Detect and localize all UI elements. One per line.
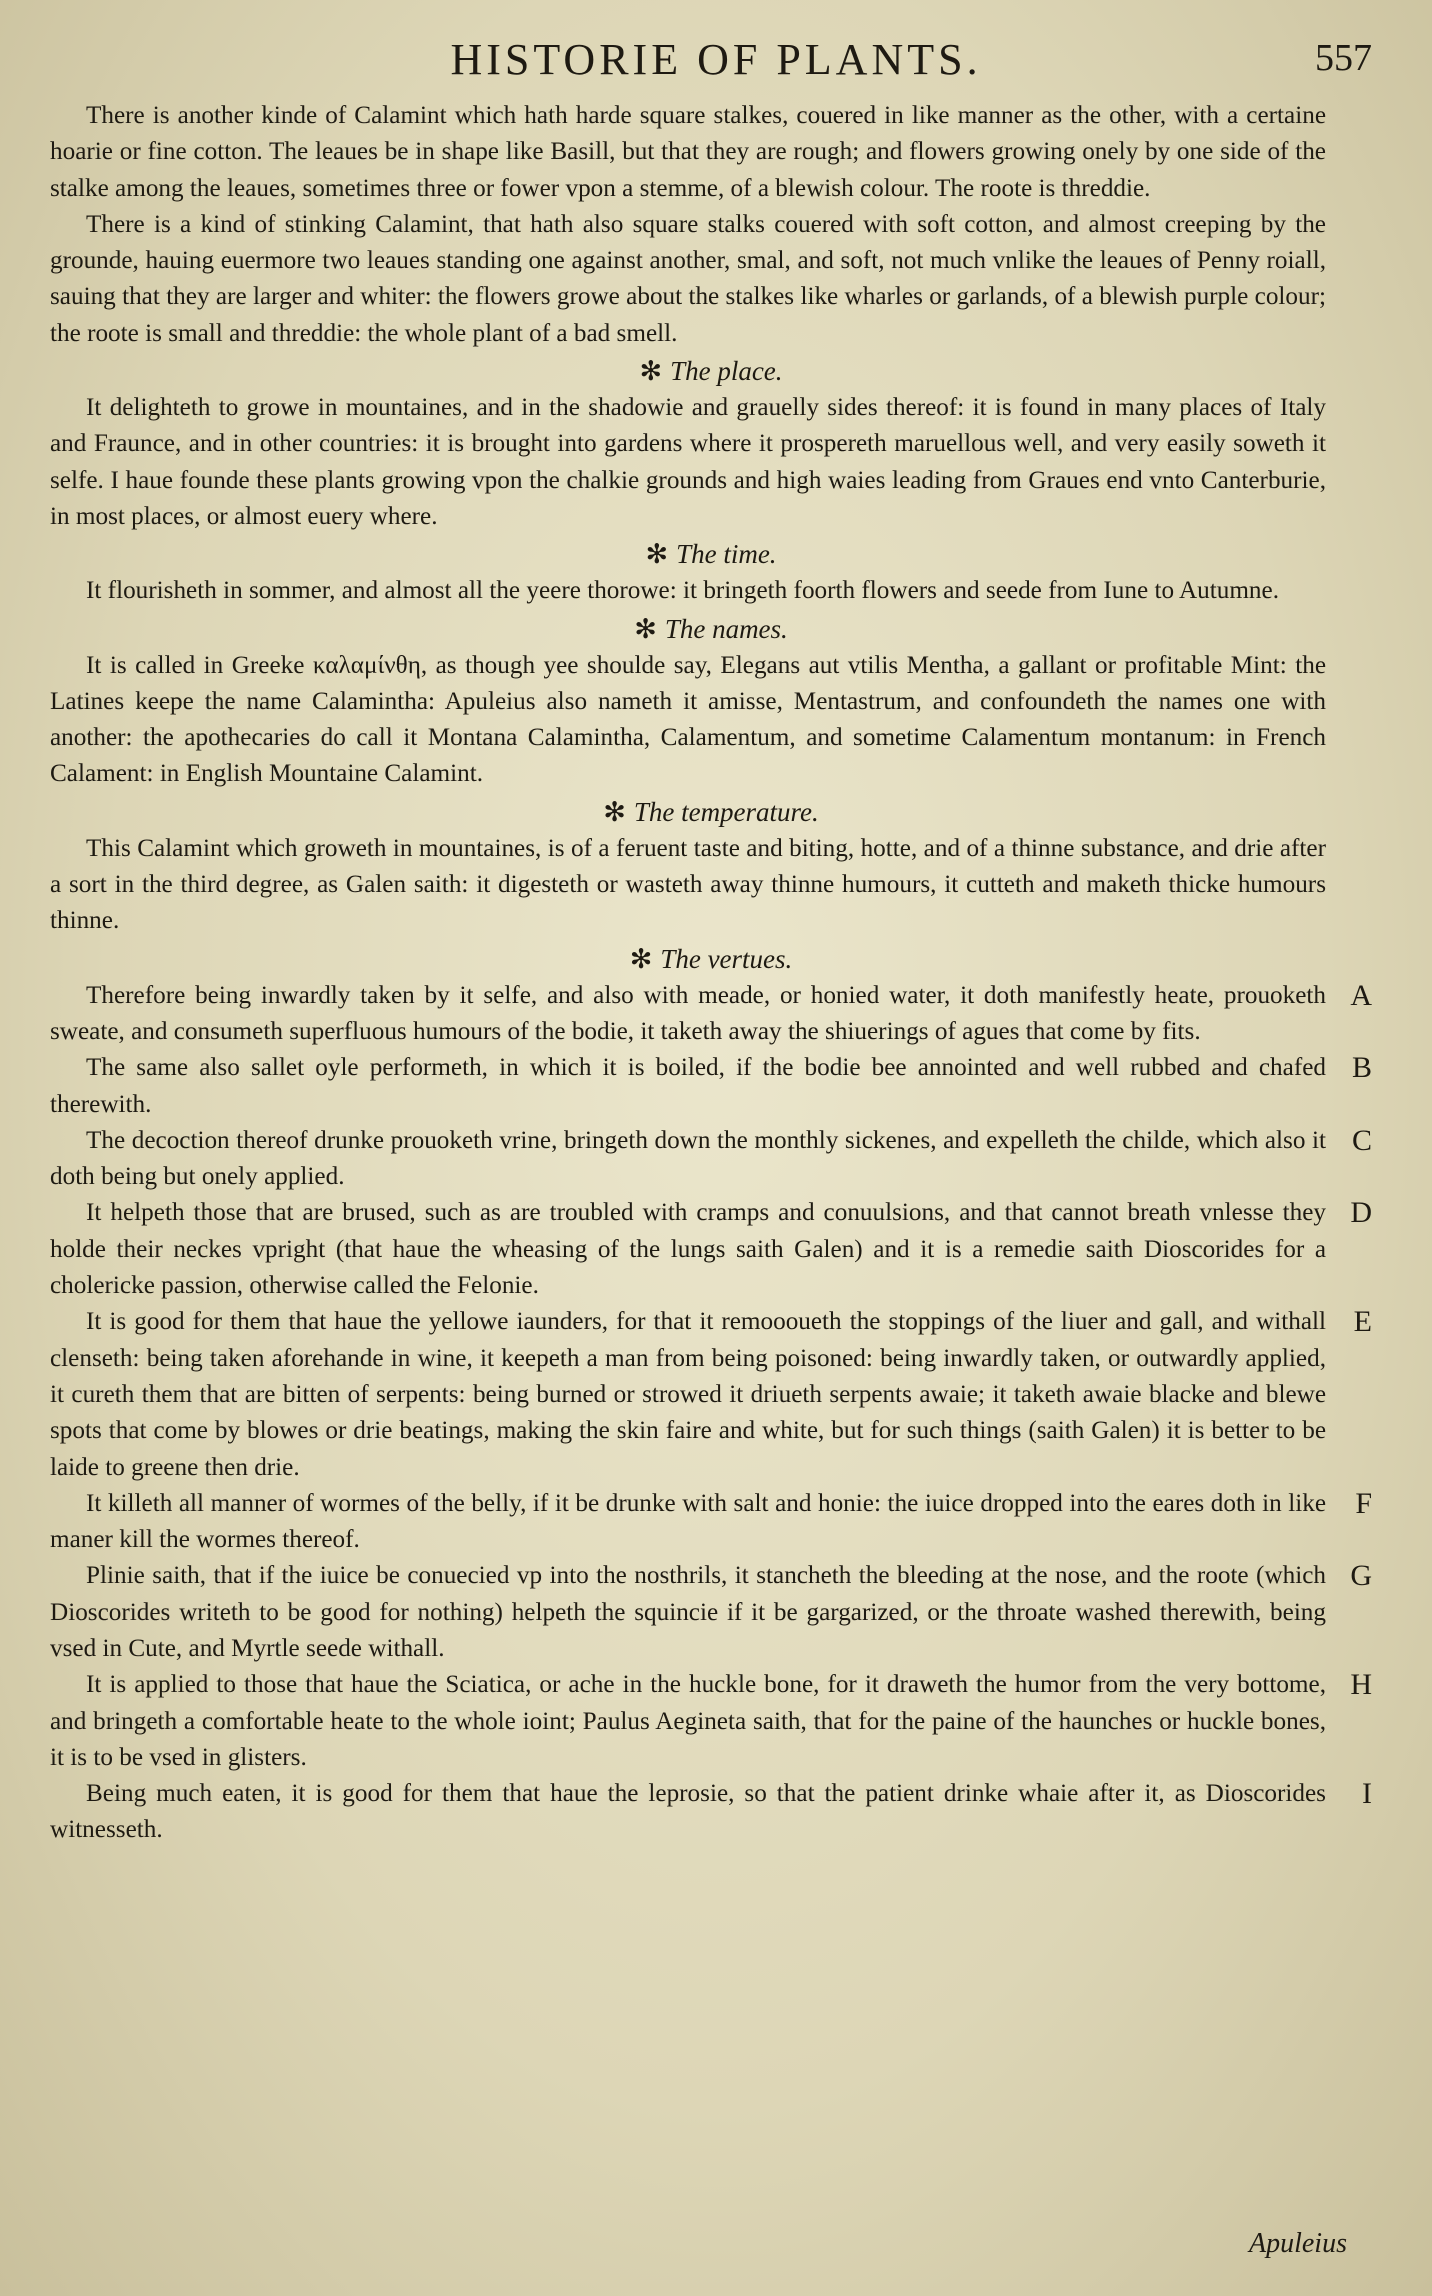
margin-letter: E <box>1353 1305 1372 1339</box>
margin-letter: A <box>1350 978 1372 1012</box>
paragraph: There is another kinde of Calamint which hath harde square stalkes, couered in like manner as the other, with a certaine hoarie or fine cotton. The leaues be in shape like Basill, but that they are rough; and flowers growing onely by one side of the stalke among the leaues, sometimes three or fower vpon a stemme, of a blewish colour. The roote is threddie. <box>50 102 1326 202</box>
margin-letter: H <box>1350 1668 1372 1702</box>
asterism-icon: ✻ <box>603 796 626 827</box>
margin-letter: D <box>1350 1196 1372 1230</box>
paragraph: Plinie saith, that if the iuice be conuecied vp into the nosthrils, it stancheth the bleeding at the nose, and the roote (which Dioscorides writeth to be good for nothing) helpeth the squincie if it be gargarized, or the throate washed therewith, being vsed in Cute, and Myrtle seede withall. G <box>50 1559 1372 1662</box>
paragraph: The decoction thereof drunke prouoketh vrine, bringeth down the monthly sickenes, and expelleth the childe, which also it doth being but onely applied. C <box>50 1123 1372 1191</box>
running-head: HISTORIE OF PLANTS. <box>450 35 982 84</box>
catchword: Apuleius <box>1249 2228 1347 2259</box>
margin-letter: B <box>1351 1051 1372 1085</box>
margin-letter: I <box>1362 1777 1372 1811</box>
asterism-icon: ✻ <box>634 613 657 644</box>
section-heading: ✻ The place. <box>639 356 783 387</box>
paragraph: Therefore being inwardly taken by it selfe, and also with meade, or honied water, it doth manifestly heate, prouoketh sweate, and consumeth superfluous humours of the bodie, it taketh away the shiuerings of agues that come by fits. A <box>50 978 1372 1045</box>
paragraph: It helpeth those that are brused, such as are troubled with cramps and conuulsions, and that cannot breath vnlesse they holde their neckes vpright (that haue the wheasing of the lungs saith Galen) and it is a remedie saith Dioscorides for a cholericke passion, otherwise called the Felonie. D <box>50 1196 1372 1300</box>
page-header <box>0 28 1432 88</box>
page-number: 557 <box>1315 37 1372 79</box>
paragraph: It is called in Greeke καλαμίνθη, as though yee shoulde say, Elegans aut vtilis Mentha, a gallant or profitable Mint: the Latines keepe the name Calamintha: Apuleius also nameth it amisse, Mentastrum, and confoundeth the names one with another: the apothecaries do call it Montana Calamintha, Calamentum, and sometime Calamentum montanum: in French Calament: in English Mountaine Calamint. <box>50 651 1326 788</box>
margin-letter: G <box>1350 1559 1372 1593</box>
section-heading: ✻ The vertues. <box>629 943 793 974</box>
margin-letter: F <box>1355 1486 1372 1520</box>
paragraph: It flourisheth in sommer, and almost all the yeere thorowe: it bringeth foorth flowers and seede from Iune to Autumne. <box>86 577 1279 605</box>
asterism-icon: ✻ <box>645 539 669 570</box>
paragraph: The same also sallet oyle performeth, in which it is boiled, if the bodie bee annointed and well rubbed and chafed therewith. B <box>50 1051 1372 1118</box>
section-heading: ✻ The names. <box>634 613 788 644</box>
paragraph: This Calamint which groweth in mountaines, is of a feruent taste and biting, hotte, and of a thinne substance, and drie after a sort in the third degree, as Galen saith: it digesteth or wasteth away thinne humours, it cutteth and maketh thicke humours thinne. <box>50 834 1326 935</box>
section-heading: ✻ The temperature. <box>603 796 819 827</box>
margin-letter: C <box>1351 1123 1372 1157</box>
section-heading: ✻ The time. <box>645 539 777 570</box>
paragraph: It is applied to those that haue the Sciatica, or ache in the huckle bone, for it draweth the humor from the very bottome, and bringeth a comfortable heate to the whole ioint; Paulus Aegineta saith, that for the paine of the haunches or huckle bones, it is to be vsed in glisters. H <box>50 1668 1372 1771</box>
asterism-icon: ✻ <box>629 943 653 974</box>
body-text <box>50 98 1372 1849</box>
asterism-icon: ✻ <box>639 356 663 387</box>
paragraph: It is good for them that haue the yellowe iaunders, for that it remoooueth the stoppings of the liuer and gall, and withall clenseth: being taken aforehande in wine, it keepeth a man from being poisoned: being inwardly taken, or outwardly applied, it cureth them that are bitten of serpents: being burned or strowed it driueth serpents awaie; it taketh awaie blacke and blewe spots that come by blowes or drie beatings, making the skin faire and white, but for such things (saith Galen) it is better to be laide to greene then drie. E <box>50 1305 1372 1481</box>
paragraph: Being much eaten, it is good for them that haue the leprosie, so that the patient drinke whaie after it, as Dioscorides witnesseth. I <box>50 1777 1372 1844</box>
paragraph: There is a kind of stinking Calamint, that hath also square stalks couered with soft cotton, and almost creeping by the grounde, hauing euermore two leaues standing one against another, smal, and soft, not much vnlike the leaues of Penny roiall, sauing that they are larger and whiter: the flowers growe about the stalkes like wharles or garlands, of a blewish purple colour; the roote is small and threddie: the whole plant of a bad smell. <box>50 210 1326 347</box>
paragraph: It killeth all manner of wormes of the belly, if it be drunke with salt and honie: the iuice dropped into the eares doth in like maner kill the wormes thereof. F <box>50 1486 1372 1554</box>
paragraph: It delighteth to growe in mountaines, and in the shadowie and grauelly sides thereof: it is found in many places of Italy and Fraunce, and in other countries: it is brought into gardens where it prospereth maruellous well, and very easily soweth it selfe. I haue founde these plants growing vpon the chalkie grounds and high waies leading from Graues end vnto Canterburie, in most places, or almost euery where. <box>50 394 1326 530</box>
